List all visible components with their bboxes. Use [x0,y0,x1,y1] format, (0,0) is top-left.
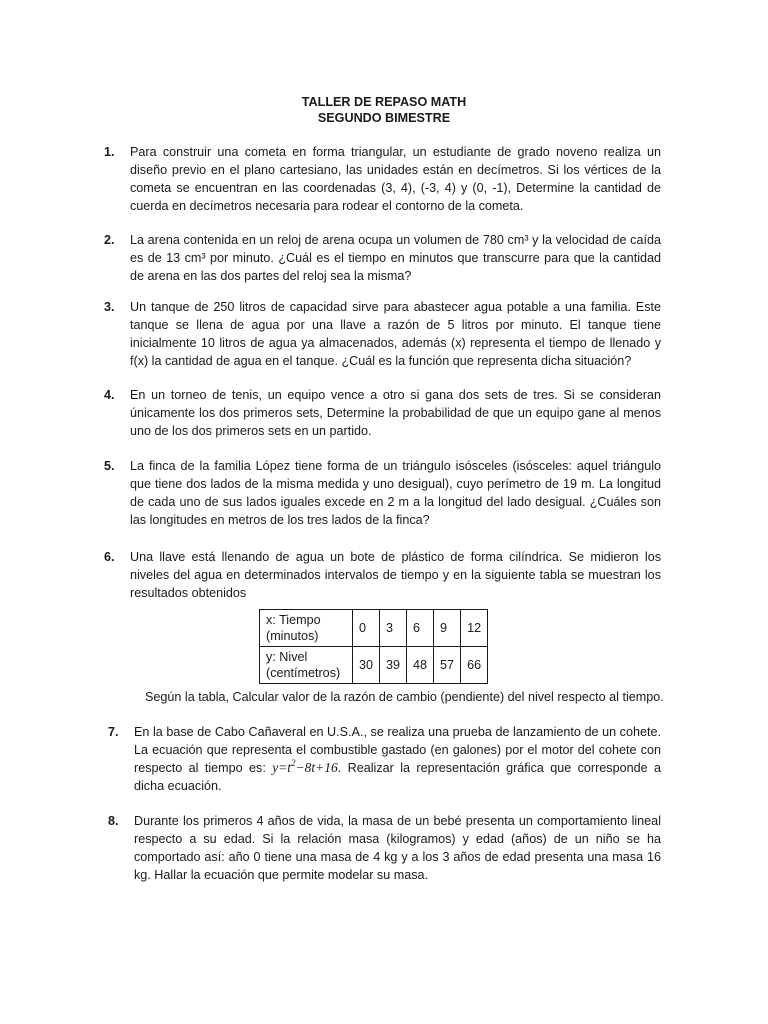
question-number: 7. [108,725,119,739]
question-text-after: . Realizar la representación gráfica que corresponde a dicha ecuación. [134,761,661,793]
question-number: 2. [104,233,115,247]
table-row-y [260,647,488,684]
question-1 [104,143,661,215]
question-text: Para construir una cometa en forma triangular, un estudiante de grado noveno realiza un diseño previo en el plano cartesiano, las unidades están en decímetros. Si los vértices de la cometa se encuentran en las coordenadas (3, 4), (-3, 4) y (0, -1), Determine la cantidad de cuerda en decímetros necesaria para rodear el contorno de la cometa. [130,145,661,213]
question-6 [104,548,661,602]
table-cell: 57 [434,647,461,684]
question-number: 6. [104,550,115,564]
question-number: 5. [104,459,115,473]
question-text: Un tanque de 250 litros de capacidad sirve para abastecer agua potable a una familia. Este tanque se llena de agua por una llave a razón de 5 litros por minuto. El tanque tiene inicialmente 10 litros de agua ya almacenados, además (x) representa el tiempo de llenado y f(x) la cantidad de agua en el tanque. ¿Cuál es la función que representa dicha situación? [130,300,661,368]
question-6-followup: Según la tabla, Calcular valor de la razón de cambio (pendiente) del nivel respecto al tiempo. [145,690,664,704]
question-text: Durante los primeros 4 años de vida, la masa de un bebé presenta un comportamiento lineal respecto a su edad. Si la relación masa (kilogramos) y edad (años) de un niño se ha comportado así: año 0 tiene una masa de 4 kg y a los 3 años de edad presenta una masa 16 kg. Hallar la ecuación que permite modelar su masa. [134,814,661,882]
question-number: 4. [104,388,115,402]
table-cell: 39 [380,647,407,684]
question-text-before: En la base de Cabo Cañaveral en U.S.A., se realiza una prueba de lanzamiento de un cohete. La ecuación que representa el combustible gastado (en galones) por el motor del cohete con respecto al tiempo es: [134,725,661,775]
table-cell: 3 [380,610,407,647]
table-row-x [260,610,488,647]
question-text: En un torneo de tenis, un equipo vence a otro si gana dos sets de tres. Si se consideran únicamente los dos primeros sets, Determine la probabilidad de que un equipo gane al menos uno de los dos primeros sets en un partido. [130,388,661,438]
table-cell: 12 [461,610,488,647]
question-text: La arena contenida en un reloj de arena ocupa un volumen de 780 cm³ y la velocidad de caída es de 13 cm³ por minuto. ¿Cuál es el tiempo en minutos que transcurre para que la cantidad de arena en las dos partes del reloj sea la misma? [130,233,661,283]
equation-exponent: 2 [291,758,296,768]
table-cell: 48 [407,647,434,684]
question-5 [104,457,661,529]
table-cell: 30 [353,647,380,684]
data-table [259,609,488,684]
table-cell: 6 [407,610,434,647]
question-text: Una llave está llenando de agua un bote de plástico de forma cilíndrica. Se midieron los niveles del agua en determinados intervalos de tiempo y en la siguiente tabla se muestran los resultados obtenidos [130,550,661,600]
question-number: 1. [104,145,115,159]
document-title: TALLER DE REPASO MATH [301,95,467,109]
question-number: 3. [104,300,115,314]
question-3 [104,298,661,370]
question-2 [104,231,661,285]
equation-right: −8t+16 [295,760,338,775]
question-text [134,723,661,795]
table-cell: 66 [461,647,488,684]
table-cell: 9 [434,610,461,647]
question-8 [108,812,661,884]
question-4 [104,386,661,440]
table-cell: 0 [353,610,380,647]
document-subtitle: SEGUNDO BIMESTRE [317,111,451,125]
table-header-x: x: Tiempo (minutos) [260,610,353,647]
table-header-y: y: Nivel (centímetros) [260,647,353,684]
equation-left: y=t [272,760,292,775]
question-number: 8. [108,814,119,828]
question-text: La finca de la familia López tiene forma de un triángulo isósceles (isósceles: aquel triángulo que tiene dos lados de la misma medida y uno desigual), cuyo perímetro de 19 m. La longitud de cada uno de sus lados iguales excede en 2 m a la longitud del lado desigual. ¿Cuáles son las longitudes en metros de los tres lados de la finca? [130,459,661,527]
question-7 [108,723,661,795]
equation [272,760,338,775]
